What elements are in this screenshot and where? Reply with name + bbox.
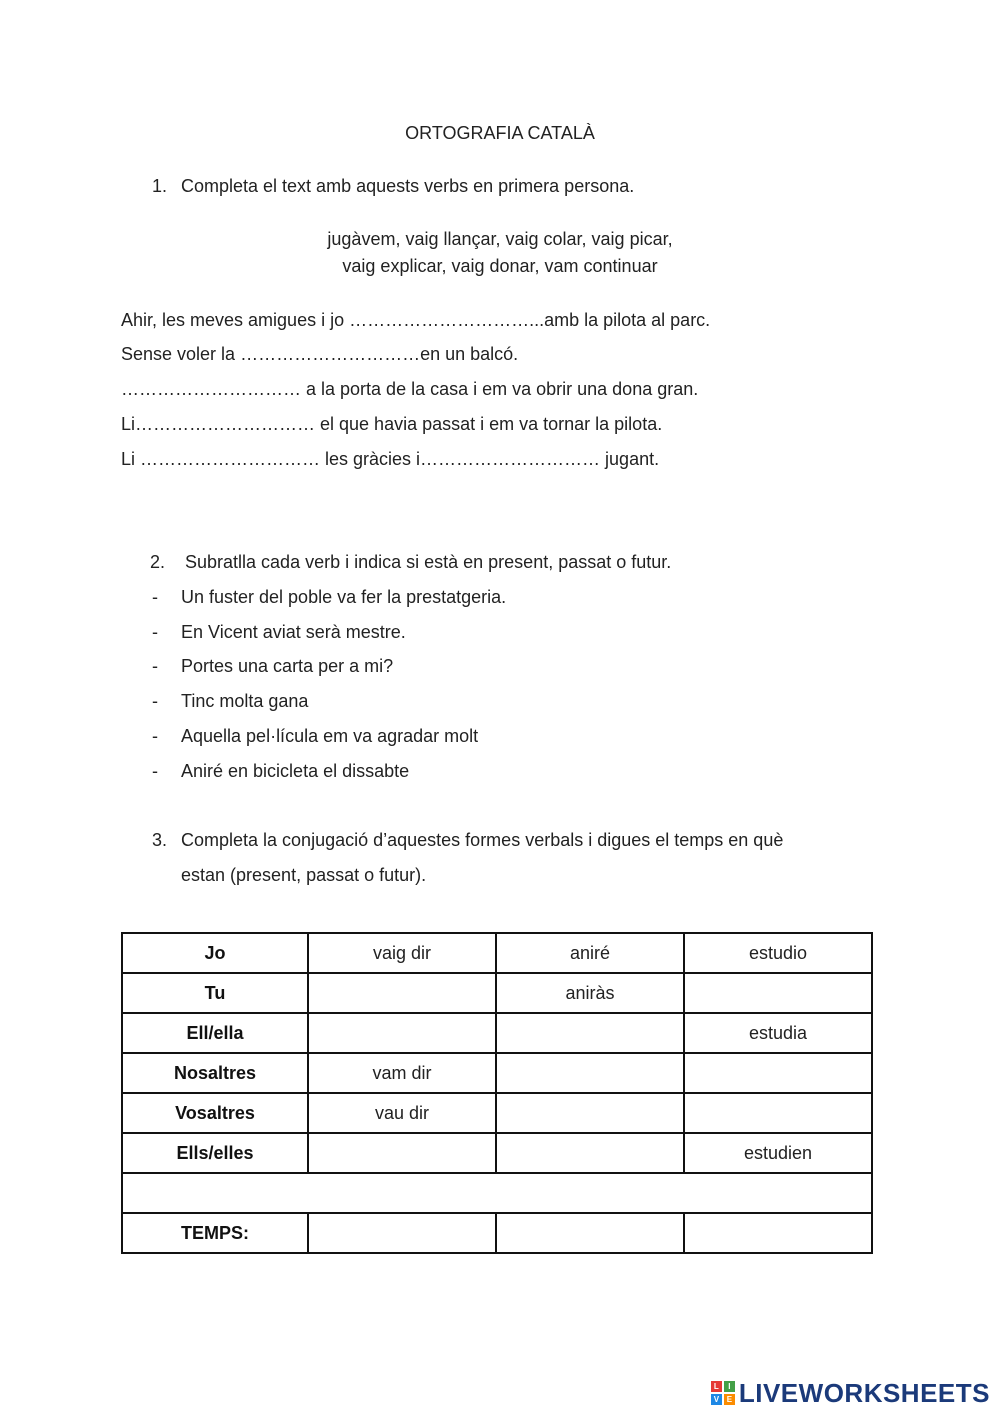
list-item[interactable]: Un fuster del poble va fer la prestatgeria.	[181, 587, 507, 607]
table-row-spacer	[122, 1173, 872, 1213]
pronoun-cell: Tu	[122, 973, 308, 1013]
q3-instruction-line-2: estan (present, passat o futur).	[181, 865, 427, 885]
table-row	[122, 973, 872, 1013]
liveworksheets-logo	[711, 1378, 990, 1408]
fill-line-2[interactable]: Sense voler la …………………………en un balcó.	[121, 344, 519, 364]
list-dash: -	[152, 622, 158, 642]
table-row	[122, 1053, 872, 1093]
q1-instruction: Completa el text amb aquests verbs en primera persona.	[181, 176, 635, 196]
table-row	[122, 1013, 872, 1053]
list-item[interactable]: En Vicent aviat serà mestre.	[181, 622, 406, 642]
answer-cell[interactable]: estudia	[684, 1013, 872, 1053]
q1-number: 1.	[152, 176, 168, 196]
answer-cell[interactable]: aniré	[496, 933, 684, 973]
answer-cell[interactable]	[308, 1013, 496, 1053]
answer-cell[interactable]: estudien	[684, 1133, 872, 1173]
verb-list-line-2: vaig explicar, vaig donar, vam continuar	[342, 256, 658, 276]
list-item[interactable]: Tinc molta gana	[181, 691, 309, 711]
verb-list-line-1: jugàvem, vaig llançar, vaig colar, vaig picar,	[327, 229, 673, 249]
answer-cell[interactable]	[496, 1133, 684, 1173]
pronoun-cell: Vosaltres	[122, 1093, 308, 1133]
liveworksheets-logo-text: LIVEWORKSHEETS	[738, 1377, 990, 1408]
table-row-temps	[122, 1213, 872, 1253]
logo-mark-l: L	[711, 1381, 722, 1392]
answer-cell[interactable]: aniràs	[496, 973, 684, 1013]
pronoun-cell: Nosaltres	[122, 1053, 308, 1093]
table-row	[122, 1093, 872, 1133]
temps-answer-cell[interactable]	[496, 1213, 684, 1253]
temps-answer-cell[interactable]	[308, 1213, 496, 1253]
q3-instruction-line-1: Completa la conjugació d’aquestes formes verbals i digues el temps en què	[181, 830, 784, 850]
table-row	[122, 933, 872, 973]
q2-instruction: Subratlla cada verb i indica si està en present, passat o futur.	[185, 552, 672, 572]
answer-cell[interactable]: vam dir	[308, 1053, 496, 1093]
list-dash: -	[152, 587, 158, 607]
list-dash: -	[152, 726, 158, 746]
pronoun-cell: Ells/elles	[122, 1133, 308, 1173]
answer-cell[interactable]: estudio	[684, 933, 872, 973]
answer-cell[interactable]	[496, 1013, 684, 1053]
fill-line-4[interactable]: Li………………………… el que havia passat i em va tornar la pilota.	[121, 414, 663, 434]
answer-cell[interactable]	[684, 1093, 872, 1133]
answer-cell[interactable]	[684, 1053, 872, 1093]
list-item[interactable]: Aquella pel·lícula em va agradar molt	[181, 726, 479, 746]
answer-cell[interactable]	[496, 1093, 684, 1133]
page-title: ORTOGRAFIA CATALÀ	[405, 123, 595, 143]
conjugation-table	[121, 932, 873, 1254]
list-item[interactable]: Portes una carta per a mi?	[181, 656, 394, 676]
temps-answer-cell[interactable]	[684, 1213, 872, 1253]
fill-line-3[interactable]: ………………………… a la porta de la casa i em va obrir una dona gran.	[121, 379, 699, 399]
fill-line-5[interactable]: Li ………………………… les gràcies i………………………… jugant.	[121, 449, 660, 469]
pronoun-cell: Ell/ella	[122, 1013, 308, 1053]
list-item[interactable]: Aniré en bicicleta el dissabte	[181, 761, 410, 781]
fill-line-1[interactable]: Ahir, les meves amigues i jo …………………………...amb la pilota al parc.	[121, 310, 711, 330]
list-dash: -	[152, 691, 158, 711]
q3-number: 3.	[152, 830, 168, 850]
table-row	[122, 1133, 872, 1173]
list-dash: -	[152, 761, 158, 781]
answer-cell[interactable]	[684, 973, 872, 1013]
list-dash: -	[152, 656, 158, 676]
answer-cell[interactable]	[308, 1133, 496, 1173]
answer-cell[interactable]: vau dir	[308, 1093, 496, 1133]
answer-cell[interactable]: vaig dir	[308, 933, 496, 973]
liveworksheets-logo-icon	[711, 1381, 735, 1405]
answer-cell[interactable]	[308, 973, 496, 1013]
q2-number: 2.	[150, 552, 166, 572]
answer-cell[interactable]	[496, 1053, 684, 1093]
logo-mark-v: V	[711, 1394, 722, 1405]
pronoun-cell: Jo	[122, 933, 308, 973]
logo-mark-i: I	[724, 1381, 735, 1392]
temps-label-cell: TEMPS:	[122, 1213, 308, 1253]
logo-mark-e: E	[724, 1394, 735, 1405]
spacer-cell	[122, 1173, 872, 1213]
